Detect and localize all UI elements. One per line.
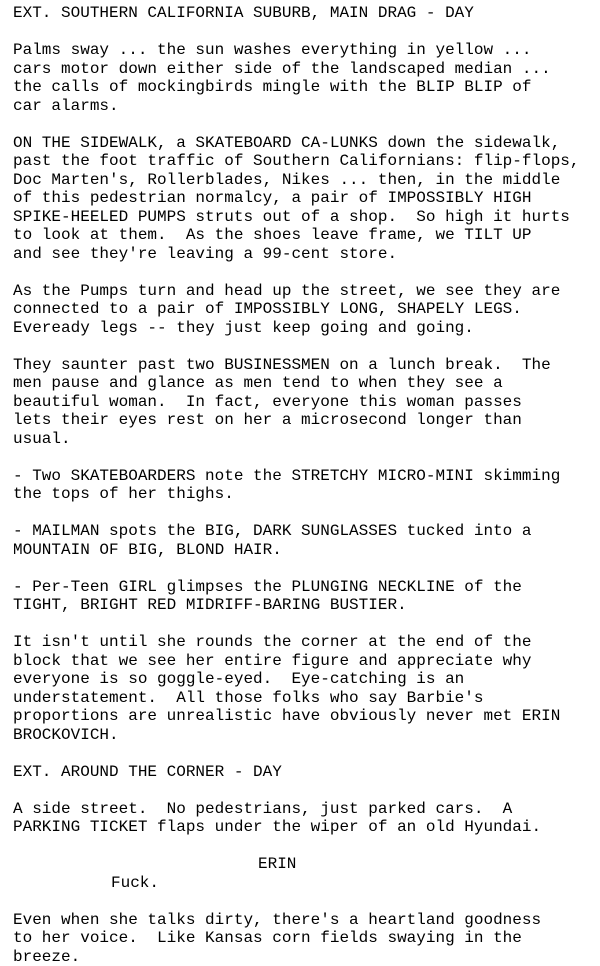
- action-paragraph: It isn't until she rounds the corner at the end of the block that we see her entire figure and appreciate why everyone is so goggle-eyed. Eye-catching is an understatement. All those folks who say Barbie's proportions are unrealistic have obviously never met ERIN BROCKOVICH.: [13, 633, 597, 744]
- spacer: [13, 892, 597, 911]
- spacer: [13, 781, 597, 800]
- action-paragraph: - Two SKATEBOARDERS note the STRETCHY MICRO-MINI skimming the tops of her thighs.: [13, 467, 597, 504]
- scene-heading: EXT. SOUTHERN CALIFORNIA SUBURB, MAIN DRAG - DAY: [13, 4, 597, 23]
- dialogue-line: Fuck.: [13, 874, 597, 893]
- scene-heading: EXT. AROUND THE CORNER - DAY: [13, 763, 597, 782]
- spacer: [13, 23, 597, 42]
- action-paragraph: - Per-Teen GIRL glimpses the PLUNGING NECKLINE of the TIGHT, BRIGHT RED MIDRIFF-BARING BUSTIER.: [13, 578, 597, 615]
- spacer: [13, 448, 597, 467]
- action-paragraph: ON THE SIDEWALK, a SKATEBOARD CA-LUNKS down the sidewalk, past the foot traffic of Southern Californians: flip-flops, Doc Marten's, Rollerblades, Nikes ... then, in the middle of this pedestrian normalcy, a pair of IMPOSSIBLY HIGH SPIKE-HEELED PUMPS struts out of a shop. So high it hurts to look at them. As the shoes leave frame, we TILT UP and see they're leaving a 99-cent store.: [13, 134, 597, 264]
- spacer: [13, 744, 597, 763]
- spacer: [13, 837, 597, 856]
- spacer: [13, 559, 597, 578]
- spacer: [13, 504, 597, 523]
- character-name: ERIN: [13, 855, 597, 874]
- action-paragraph: As the Pumps turn and head up the street, we see they are connected to a pair of IMPOSSIBLY LONG, SHAPELY LEGS. Eveready legs -- they just keep going and going.: [13, 282, 597, 338]
- action-paragraph: Palms sway ... the sun washes everything in yellow ... cars motor down either side of the landscaped median ... the calls of mockingbirds mingle with the BLIP BLIP of car alarms.: [13, 41, 597, 115]
- action-paragraph: Even when she talks dirty, there's a heartland goodness to her voice. Like Kansas corn fields swaying in the breeze.: [13, 911, 597, 966]
- spacer: [13, 115, 597, 134]
- action-paragraph: They saunter past two BUSINESSMEN on a lunch break. The men pause and glance as men tend to when they see a beautiful woman. In fact, everyone this woman passes lets their eyes rest on her a microsecond longer than usual.: [13, 356, 597, 449]
- spacer: [13, 263, 597, 282]
- action-paragraph: - MAILMAN spots the BIG, DARK SUNGLASSES tucked into a MOUNTAIN OF BIG, BLOND HAIR.: [13, 522, 597, 559]
- spacer: [13, 337, 597, 356]
- spacer: [13, 615, 597, 634]
- screenplay-page: [13, 0, 597, 966]
- action-paragraph: A side street. No pedestrians, just parked cars. A PARKING TICKET flaps under the wiper of an old Hyundai.: [13, 800, 597, 837]
